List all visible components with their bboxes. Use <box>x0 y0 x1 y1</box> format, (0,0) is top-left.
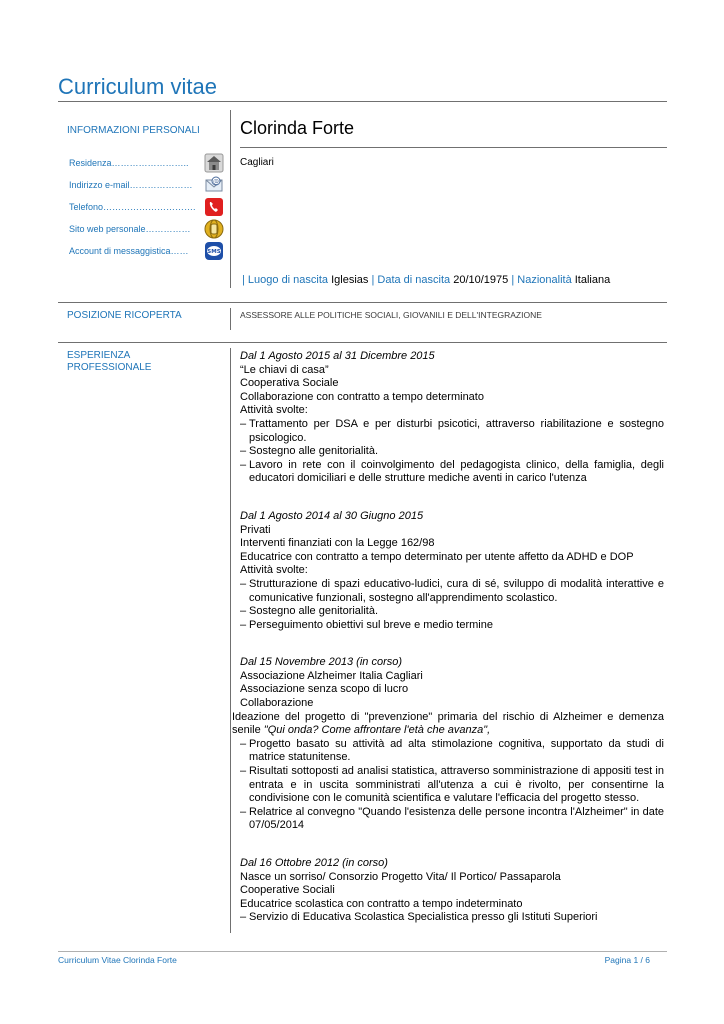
phone-icon <box>204 197 224 217</box>
activity-item: – Perseguimento obiettivi sul breve e medio termine <box>240 619 664 633</box>
birth-info-line <box>242 274 610 286</box>
email-icon <box>204 175 224 195</box>
job-entry <box>232 510 664 632</box>
birth-date-value: 20/10/1975 <box>453 274 509 286</box>
footer-document-name: Curriculum Vitae Clorinda Forte <box>58 955 177 965</box>
contact-label: Telefono…………………………. <box>69 202 196 212</box>
section-label-experience: ESPERIENZA PROFESSIONALE <box>67 350 152 373</box>
job-activities <box>232 911 664 925</box>
job-line: Educatrice scolastica con contratto a tempo indeterminato <box>240 897 523 910</box>
description-text: Ideazione del progetto di "prevenzione" primaria del rischio di Alzheimer e demenza senile <box>232 710 664 737</box>
svg-text:@: @ <box>213 178 219 186</box>
home-icon <box>204 153 224 173</box>
section-rule-position <box>58 302 667 303</box>
separator: | <box>511 274 515 286</box>
section-label-position: POSIZIONE RICOPERTA <box>67 310 182 321</box>
job-line: Educatrice con contratto a tempo determinato per utente affetto da ADHD e DOP <box>240 550 634 563</box>
column-divider-experience <box>230 348 231 933</box>
job-activities <box>232 578 664 632</box>
project-title: "Qui onda? Come affrontare l'età che avanza", <box>263 724 491 737</box>
column-divider-personal <box>230 110 231 288</box>
job-date: Dal 1 Agosto 2015 al 31 Dicembre 2015 <box>240 350 435 362</box>
birth-date-label: Data di nascita <box>377 274 451 286</box>
activity-item: – Sostegno alle genitorialità. <box>240 605 664 619</box>
activity-item: – Progetto basato su attività ad alta stimolazione cognitiva, supportato da studi di matrice statunitense. <box>240 738 664 765</box>
document-title: Curriculum vitae <box>58 74 217 99</box>
activity-item: – Risultati sottoposti ad analisi statistica, attraverso somministrazione di appositi test in entrata e in uscita somministrati all'utenza a cui è rivolto, per consentirne la condivisione con le comunità scientifica e valutare l'efficacia del progetto stesso. <box>240 765 664 806</box>
residence-value: Cagliari <box>240 157 274 168</box>
activity-item: – Sostegno alle genitorialità. <box>240 445 664 459</box>
nationality-value: Italiana <box>574 274 611 286</box>
activity-item: – Lavoro in rete con il coinvolgimento del pedagogista clinico, della famiglia, degli educatori domiciliari e delle strutture mediche aventi in carico l'utenza <box>240 459 664 486</box>
contact-row-website <box>69 219 224 239</box>
job-description <box>232 711 664 738</box>
job-line: Collaborazione con contratto a tempo determinato <box>240 390 484 403</box>
birth-place-value: Iglesias <box>331 274 369 286</box>
job-line: Associazione Alzheimer Italia Cagliari <box>240 669 423 682</box>
job-activities <box>232 738 664 833</box>
name-rule <box>240 147 667 148</box>
job-entry <box>232 857 664 925</box>
sms-icon <box>204 241 224 261</box>
column-divider-position <box>230 308 231 330</box>
job-date: Dal 1 Agosto 2014 al 30 Giugno 2015 <box>240 509 424 522</box>
contact-label: Account di messaggistica…… <box>69 246 189 256</box>
section-rule-experience <box>58 342 667 343</box>
contact-label: Sito web personale…………… <box>69 224 191 234</box>
contact-label: Indirizzo e-mail………………… <box>69 180 193 190</box>
footer-rule <box>58 951 667 952</box>
job-date: Dal 15 Novembre 2013 (in corso) <box>240 656 403 669</box>
job-entry <box>232 350 664 486</box>
activity-item: – Strutturazione di spazi educativo-ludici, cura di sé, sviluppo di modalità interattive e comunicative funzionali, sostegno all'apprendimento scolastico. <box>240 578 664 605</box>
footer-page-number: Pagina 1 / 6 <box>604 955 650 965</box>
person-name: Clorinda Forte <box>240 118 355 138</box>
contact-row-messaging <box>69 241 224 261</box>
job-line: Associazione senza scopo di lucro <box>240 683 409 696</box>
contact-row-phone <box>69 197 224 217</box>
contact-label: Residenza…………………….. <box>69 158 189 168</box>
contact-row-email <box>69 175 224 195</box>
nationality-label: Nazionalità <box>517 274 572 286</box>
experience-list <box>232 350 664 949</box>
separator: | <box>242 274 245 286</box>
job-line: Privati <box>240 523 271 536</box>
job-activities <box>232 418 664 486</box>
job-line: Cooperative Sociali <box>240 884 335 897</box>
section-label-personal: INFORMAZIONI PERSONALI <box>67 125 200 136</box>
job-line: Nasce un sorriso/ Consorzio Progetto Vita/ Il Portico/ Passaparola <box>240 870 561 883</box>
job-entry <box>232 656 664 833</box>
position-value: ASSESSORE ALLE POLITICHE SOCIALI, GIOVANILI E DELL'INTEGRAZIONE <box>240 310 542 320</box>
birth-place-label: Luogo di nascita <box>247 274 329 286</box>
job-line: Attività svolte: <box>240 564 308 577</box>
svg-text:SMS: SMS <box>207 249 221 255</box>
job-line: “Le chiavi di casa” <box>240 363 329 376</box>
web-icon <box>204 219 224 239</box>
activity-item: – Servizio di Educativa Scolastica Specialistica presso gli Istituti Superiori <box>240 911 664 925</box>
activity-item: – Trattamento per DSA e per disturbi psicotici, attraverso riabilitazione e sostegno psicologico. <box>240 418 664 445</box>
job-line: Cooperativa Sociale <box>240 377 339 390</box>
separator: | <box>371 274 375 286</box>
activity-item: – Relatrice al convegno "Quando l'esistenza delle persone incontra l'Alzheimer" in date 07/05/2014 <box>240 806 664 833</box>
job-line: Interventi finanziati con la Legge 162/98 <box>240 537 435 550</box>
contact-row-residence <box>69 153 224 173</box>
title-rule <box>58 101 667 102</box>
job-date: Dal 16 Ottobre 2012 (in corso) <box>240 857 388 869</box>
job-line: Collaborazione <box>240 697 314 710</box>
job-line: Attività svolte: <box>240 404 308 417</box>
